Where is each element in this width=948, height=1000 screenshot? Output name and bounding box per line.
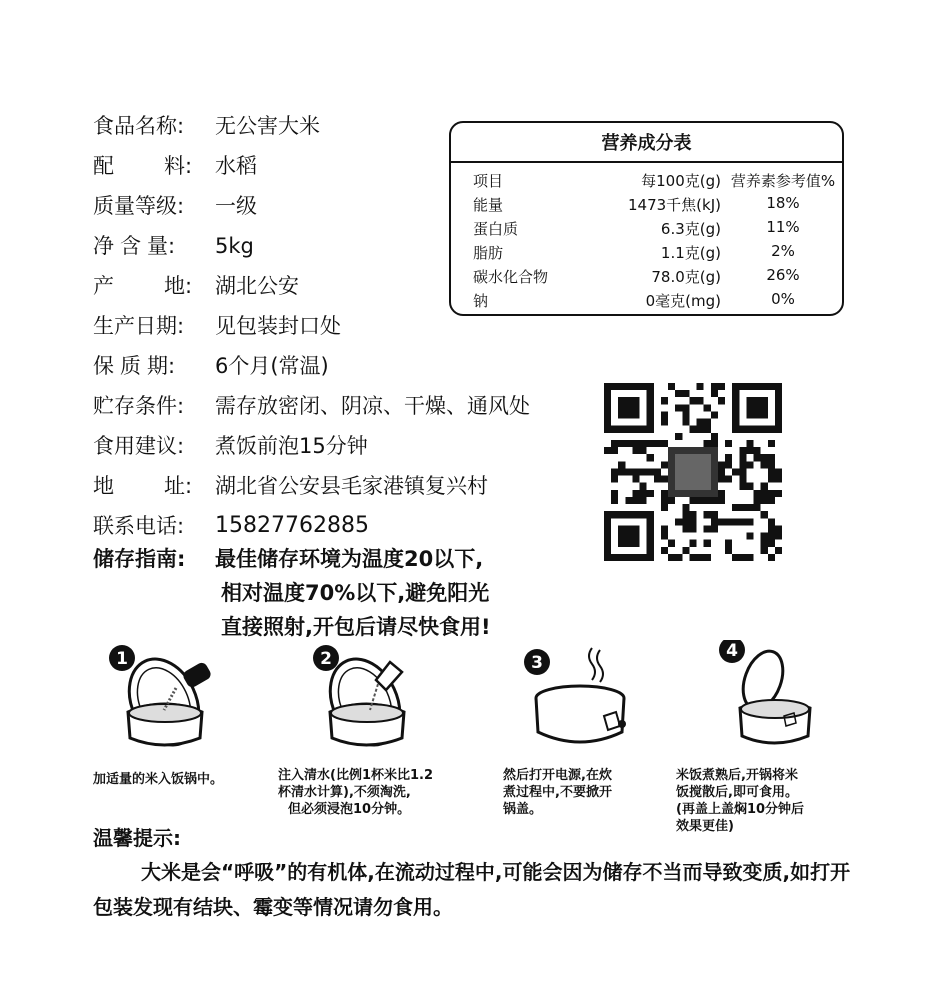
nutrient-name: 脂肪: [473, 244, 504, 262]
caption-line: 米饭煮熟后,开锅将米: [676, 768, 798, 783]
info-label: 食品名称:: [93, 114, 185, 138]
nutrition-title: 营养成分表: [601, 133, 692, 154]
nutrient-name: 蛋白质: [473, 220, 519, 238]
info-value: 需存放密闭、阴凉、干燥、通风处: [215, 394, 530, 418]
info-label: 食用建议:: [93, 434, 185, 458]
caption-line: 煮过程中,不要掀开: [503, 785, 612, 800]
info-label: 贮存条件:: [93, 394, 185, 418]
nutrient-nrv: 26%: [766, 266, 800, 284]
step-3-caption: [503, 767, 612, 818]
nutrition-row: [473, 290, 842, 314]
info-value: 湖北公安: [215, 274, 299, 298]
caption-line: 杯清水计算),不须淘洗,: [278, 785, 411, 800]
storage-guide-label: 储存指南:: [93, 547, 186, 571]
nutrition-divider: [451, 161, 842, 163]
nutrition-col-item: 项目: [473, 172, 504, 190]
info-grade: [93, 193, 257, 219]
rice-cooker-icon: [718, 640, 888, 760]
tip-title: 温馨提示:: [93, 826, 181, 850]
step-number: 1: [116, 649, 128, 669]
info-net-content: [93, 233, 254, 259]
storage-guide-line: 相对温度70%以下,避免阳光: [221, 581, 490, 605]
info-storage: [93, 393, 530, 419]
nutrition-row: [473, 194, 842, 218]
nutrient-nrv: 18%: [766, 194, 800, 212]
info-food-name: [93, 113, 320, 139]
nutrition-row: [473, 266, 842, 290]
step-number: 4: [726, 641, 738, 661]
info-value: 6个月(常温): [215, 354, 329, 378]
caption-line: 锅盖。: [503, 802, 543, 817]
info-production-date: [93, 313, 341, 339]
nutrient-nrv: 0%: [771, 290, 795, 308]
info-value: 15827762885: [215, 513, 369, 538]
info-usage: [93, 433, 368, 459]
step-4: [718, 640, 888, 760]
step-2: [310, 640, 480, 760]
nutrition-table: [449, 121, 844, 316]
step-number: 2: [320, 649, 332, 669]
step-4-caption: [676, 767, 804, 835]
info-label: 生产日期:: [93, 314, 185, 338]
info-value: 湖北省公安县毛家港镇复兴村: [215, 474, 488, 498]
storage-guide-line: 最佳储存环境为温度20以下,: [215, 547, 484, 571]
info-label: 净 含 量:: [93, 234, 176, 258]
caption-line: 但必须浸泡10分钟。: [288, 802, 411, 817]
caption-line: 加适量的米入饭锅中。: [93, 772, 224, 787]
nutrition-row: [473, 218, 842, 242]
info-value: 见包装封口处: [215, 314, 341, 338]
info-ingredients: [93, 153, 257, 179]
step-1-caption: [93, 771, 223, 788]
step-2-caption: [278, 767, 433, 818]
rice-cooker-icon: [310, 640, 480, 760]
nutrient-amount: 6.3克(g): [660, 220, 721, 238]
caption-line: (再盖上盖焖10分钟后: [676, 802, 805, 817]
step-1: [104, 640, 274, 760]
nutrient-amount: 1473千焦(kJ): [628, 196, 721, 214]
tip-body: 大米是会“呼吸”的有机体,在流动过程中,可能会因为储存不当而导致变质,如打开包装发现有结块、霉变等情况请勿食用。: [93, 860, 851, 919]
step-number: 3: [531, 653, 543, 673]
nutrient-amount: 78.0克(g): [651, 268, 721, 286]
info-address: [93, 473, 488, 499]
nutrient-name: 碳水化合物: [473, 268, 549, 286]
info-origin: [93, 273, 299, 299]
qr-code-icon[interactable]: [604, 383, 782, 561]
info-value: 煮饭前泡15分钟: [215, 434, 368, 458]
info-label: 保 质 期:: [93, 354, 176, 378]
nutrient-name: 钠: [473, 292, 489, 310]
info-label: 质量等级:: [93, 194, 185, 218]
info-label: 地 址:: [93, 474, 193, 498]
rice-cooker-icon: [522, 640, 692, 760]
rice-cooker-icon: [104, 640, 274, 760]
info-value: 水稻: [215, 154, 257, 178]
info-label: 产 地:: [93, 274, 193, 298]
caption-line: 饭搅散后,即可食用。: [676, 785, 798, 800]
caption-line: 注入清水(比例1杯米比1.2: [278, 768, 434, 783]
nutrition-col-per100g: 每100克(g): [641, 172, 721, 190]
caption-line: 然后打开电源,在炊: [503, 768, 612, 783]
nutrient-name: 能量: [473, 196, 504, 214]
nutrition-row: [473, 242, 842, 266]
caption-line: 效果更佳): [676, 819, 734, 834]
nutrient-nrv: 2%: [771, 242, 795, 260]
storage-guide-line: 直接照射,开包后请尽快食用!: [221, 615, 491, 639]
nutrient-nrv: 11%: [766, 218, 800, 236]
info-label: 联系电话:: [93, 514, 185, 538]
nutrition-header: [473, 170, 842, 194]
nutrient-amount: 1.1克(g): [660, 244, 721, 262]
info-label: 配 料:: [93, 154, 193, 178]
info-value: 5kg: [215, 234, 254, 258]
nutrition-col-nrv: 营养素参考值%: [730, 172, 836, 190]
info-phone: [93, 513, 369, 539]
info-value: 无公害大米: [215, 114, 320, 138]
step-3: [522, 640, 692, 760]
nutrient-amount: 0毫克(mg): [645, 292, 721, 310]
info-value: 一级: [215, 194, 257, 218]
info-shelf-life: [93, 353, 329, 379]
